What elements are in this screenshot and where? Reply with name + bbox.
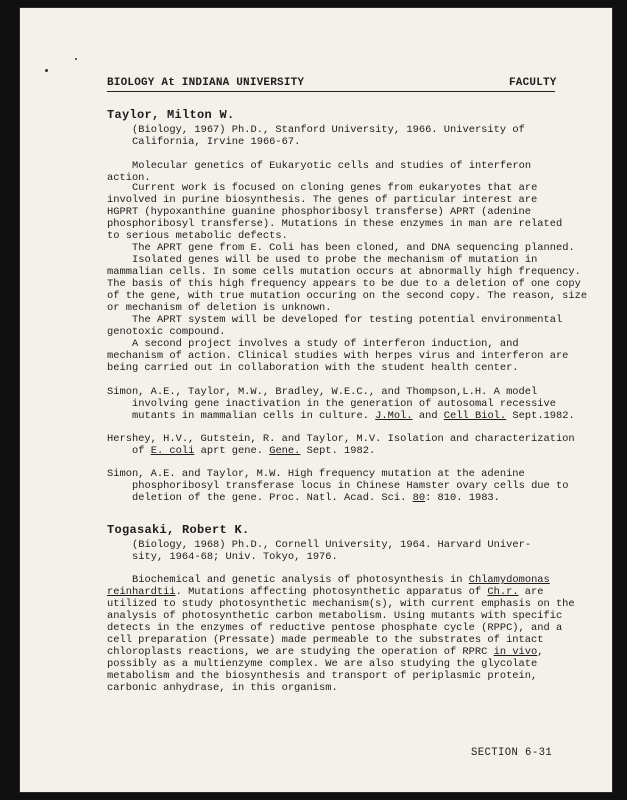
research-line: or mechanism of deletion is unknown. bbox=[107, 302, 332, 314]
research-line: reinhardtii. Mutations affecting photosynthetic apparatus of Ch.r. are bbox=[107, 586, 544, 598]
credentials-line: sity, 1964-68; Univ. Tokyo, 1976. bbox=[132, 551, 338, 563]
header-section-label: FACULTY bbox=[509, 77, 557, 89]
publication-line: involving gene inactivation in the generation of autosomal recessive bbox=[132, 398, 557, 410]
research-line: analysis of photosynthetic carbon metabolism. Using mutants with specific bbox=[107, 610, 563, 622]
publication-line: deletion of the gene. Proc. Natl. Acad. Sci. 80: 810. 1983. bbox=[132, 492, 500, 504]
research-line: mechanism of action. Clinical studies with herpes virus and interferon are bbox=[107, 350, 569, 362]
research-line: to serious metabolic defects. bbox=[107, 230, 288, 242]
publication-line: Simon, A.E. and Taylor, M.W. High frequency mutation at the adenine bbox=[107, 468, 525, 480]
research-line: cell preparation (Pressate) made permeable to the substrates of intact bbox=[107, 634, 544, 646]
research-line: Isolated genes will be used to probe the mechanism of mutation in bbox=[132, 254, 538, 266]
document-page bbox=[19, 7, 613, 793]
research-line: The APRT system will be developed for testing potential environmental bbox=[132, 314, 563, 326]
research-line: mammalian cells. In some cells mutation occurs at abnormally high frequency. bbox=[107, 266, 581, 278]
publication-line: Hershey, H.V., Gutstein, R. and Taylor, M.V. Isolation and characterization bbox=[107, 433, 575, 445]
publication-line: phosphoribosyl transferase locus in Chinese Hamster ovary cells due to bbox=[132, 480, 569, 492]
header-underline bbox=[107, 91, 555, 92]
faculty-name-togasaki: Togasaki, Robert K. bbox=[107, 523, 250, 537]
credentials-line: (Biology, 1968) Ph.D., Cornell University, 1964. Harvard Univer- bbox=[132, 539, 532, 551]
research-line: Current work is focused on cloning genes from eukaryotes that are bbox=[132, 182, 538, 194]
page-section-number: SECTION 6-31 bbox=[471, 747, 553, 759]
research-line: genotoxic compound. bbox=[107, 326, 226, 338]
credentials-line: California, Irvine 1966-67. bbox=[132, 136, 301, 148]
publication-line: Simon, A.E., Taylor, M.W., Bradley, W.E.C., and Thompson,L.H. A model bbox=[107, 386, 538, 398]
header-title: BIOLOGY At INDIANA UNIVERSITY bbox=[107, 77, 305, 89]
research-line: metabolism and the biosynthesis and transport of periplasmic protein, bbox=[107, 670, 538, 682]
research-line: possibly as a multienzyme complex. We are also studying the glycolate bbox=[107, 658, 538, 670]
research-line: being carried out in collaboration with the student health center. bbox=[107, 362, 519, 374]
research-line: Biochemical and genetic analysis of photosynthesis in Chlamydomonas bbox=[132, 574, 550, 586]
research-line: of the gene, with true mutation occuring on the second copy. The reason, size bbox=[107, 290, 588, 302]
research-line: utilized to study photosynthetic mechanism(s), with current emphasis on the bbox=[107, 598, 575, 610]
research-line: chloroplasts reactions, we are studying the operation of RPRC in vivo, bbox=[107, 646, 544, 658]
publication-line: mutants in mammalian cells in culture. J.Mol. and Cell Biol. Sept.1982. bbox=[132, 410, 575, 422]
research-line: involved in purine biosynthesis. The genes of particular interest are bbox=[107, 194, 538, 206]
research-line: phosphoribosyl transferse). Mutations in these enzymes in man are related bbox=[107, 218, 563, 230]
research-line: The basis of this high frequency appears to be due to a deletion of one copy bbox=[107, 278, 581, 290]
research-line: Molecular genetics of Eukaryotic cells and studies of interferon bbox=[132, 160, 532, 172]
credentials-line: (Biology, 1967) Ph.D., Stanford University, 1966. University of bbox=[132, 124, 525, 136]
research-line: The APRT gene from E. Coli has been cloned, and DNA sequencing planned. bbox=[132, 242, 575, 254]
research-line: detects in the enzymes of reductive pentose phosphate cycle (RPPC), and a bbox=[107, 622, 563, 634]
research-line: A second project involves a study of interferon induction, and bbox=[132, 338, 519, 350]
speck-mark bbox=[75, 58, 77, 60]
speck-mark bbox=[45, 69, 48, 72]
research-line: carbonic anhydrase, in this organism. bbox=[107, 682, 338, 694]
publication-line: of E. coli aprt gene. Gene. Sept. 1982. bbox=[132, 445, 376, 457]
research-line: action. bbox=[107, 172, 151, 184]
faculty-name-taylor: Taylor, Milton W. bbox=[107, 108, 235, 122]
research-line: HGPRT (hypoxanthine guanine phosphoribosyl transferse) APRT (adenine bbox=[107, 206, 532, 218]
